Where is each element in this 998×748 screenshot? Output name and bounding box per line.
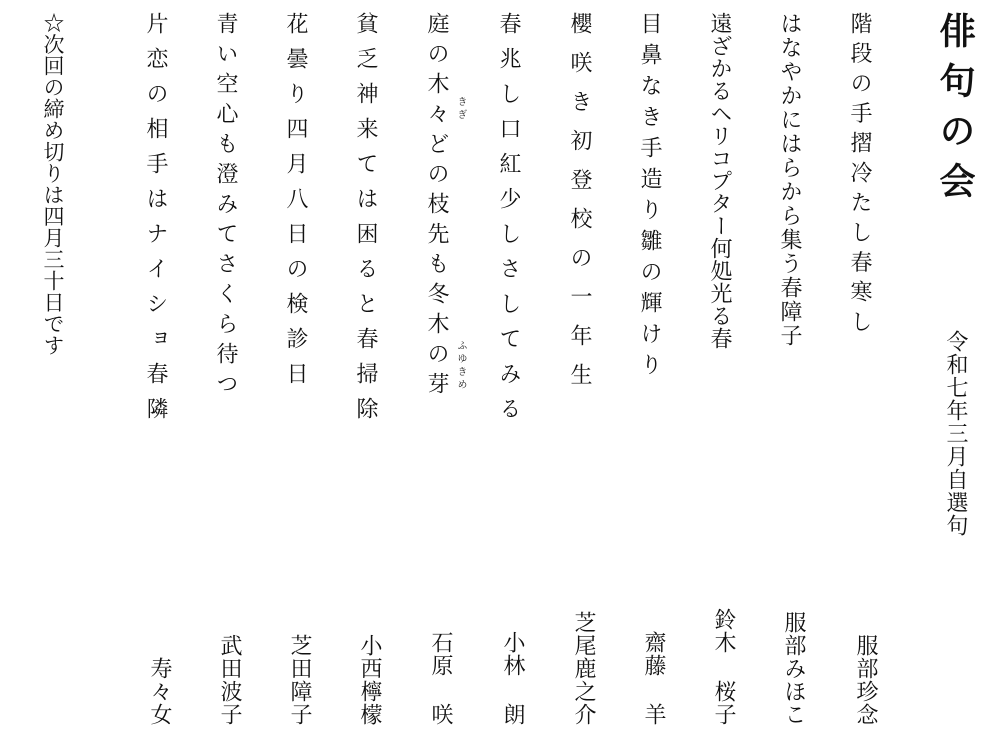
date-subtitle: 令和七年三月自選句 — [943, 330, 968, 537]
haiku-column — [778, 12, 800, 348]
haiku-column — [214, 12, 236, 402]
haiku-text: 貧乏神来ては困ると春掃除 — [353, 12, 378, 432]
haiku-author: 小林 朗 — [500, 631, 525, 726]
deadline-note: ☆次回の締め切りは四月三十日です — [41, 12, 65, 356]
haiku-text: 庭の木々どの枝先も冬木の芽 — [424, 12, 449, 402]
page-title: 俳句の会 — [934, 12, 976, 212]
haiku-column — [497, 12, 519, 432]
haiku-text: 片恋の相手はナイショ春隣 — [143, 12, 168, 432]
haiku-author: 服部珍念 — [853, 634, 878, 726]
haiku-author: 服部みほこ — [781, 611, 806, 726]
haiku-column — [284, 12, 306, 397]
haiku-author: 齋藤 羊 — [641, 631, 666, 726]
haiku-column — [568, 12, 590, 402]
haiku-text: 階段の手摺冷たし春寒し — [847, 12, 872, 340]
haiku-text: 遠ざかるヘリコプター何処光る春 — [707, 12, 732, 350]
ruby-kigi: きぎ — [455, 96, 466, 122]
haiku-text: 花曇り四月八日の検診日 — [283, 12, 308, 397]
haiku-text: 櫻咲き初登校の一年生 — [567, 12, 592, 402]
haiku-text: 春兆し口紅少しさしてみる — [496, 12, 521, 432]
haiku-author: 小西檸檬 — [357, 634, 382, 726]
haiku-text: はなやかにはらから集う春障子 — [777, 12, 802, 348]
haiku-column — [354, 12, 376, 432]
haiku-column — [638, 12, 660, 384]
haiku-column — [144, 12, 166, 432]
haiku-author: 芝尾鹿之介 — [571, 611, 596, 726]
haiku-author: 芝田障子 — [287, 634, 312, 726]
haiku-text: 青い空心も澄みてさくら待つ — [213, 12, 238, 402]
haiku-author: 寿々女 — [147, 657, 172, 726]
haiku-author: 石原 咲 — [428, 631, 453, 726]
haiku-author: 鈴木 桜子 — [711, 608, 736, 726]
haiku-column — [425, 12, 447, 402]
haiku-text: 目鼻なき手造り雛の輝けり — [637, 12, 662, 384]
haiku-column — [708, 12, 730, 350]
haiku-author: 武田波子 — [217, 634, 242, 726]
ruby-fuyukime: ふゆきめ — [455, 340, 466, 392]
